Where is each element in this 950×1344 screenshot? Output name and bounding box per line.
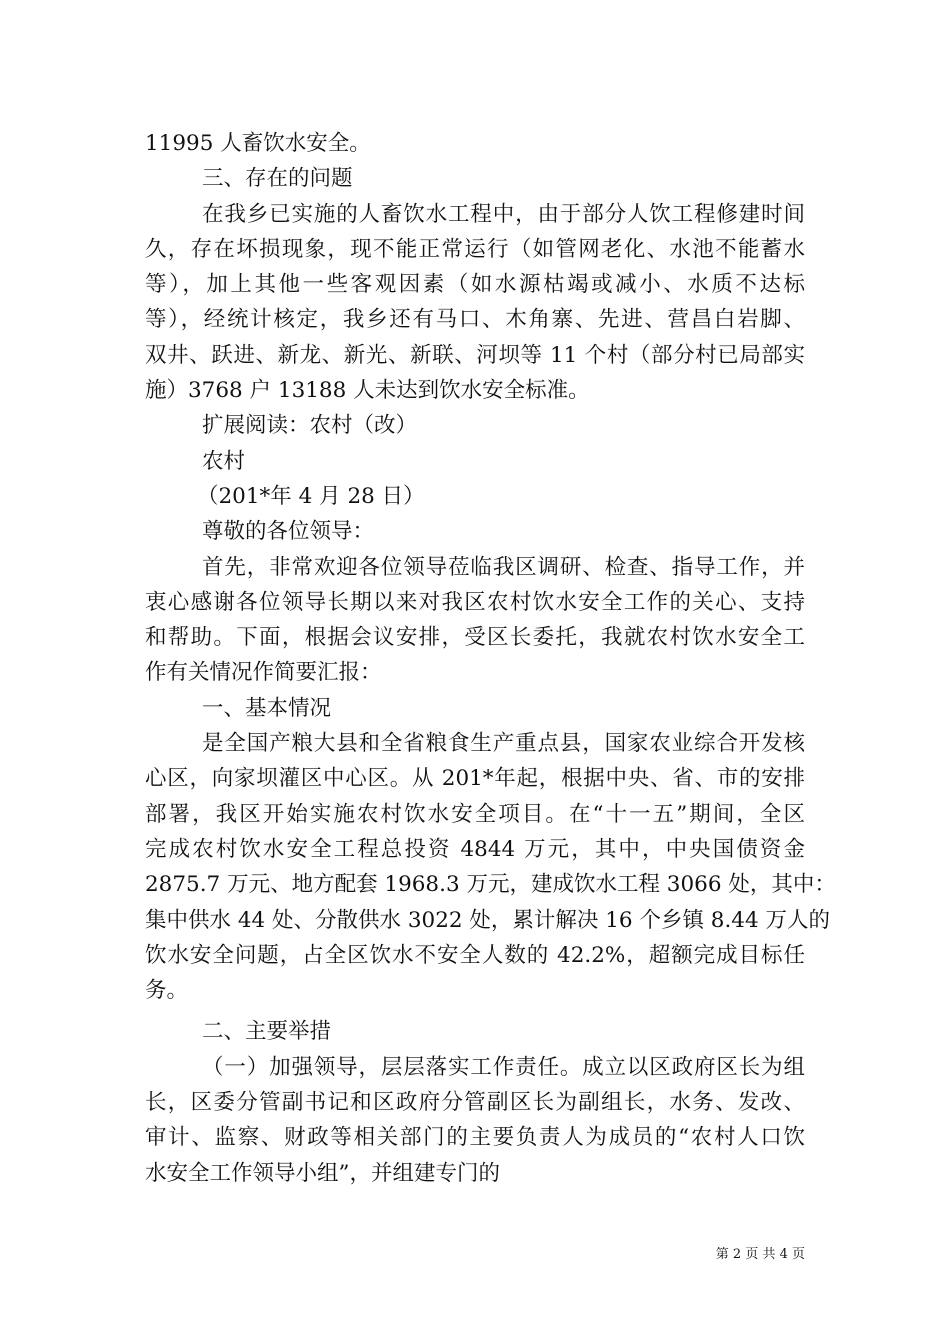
text-line-28: 长，区委分管副书记和区政府分管副区长为副组长，水务、发改、 [145,1090,805,1116]
text-line-21: 完成农村饮水安全工程总投资 4844 万元，其中，中央国债资金 [145,836,805,862]
text-line-8: 施）3768 户 13188 人未达到饮水安全标准。 [145,378,590,404]
section-heading-problems: 三、存在的问题 [202,166,353,192]
text-line-4: 久，存在坏损现象，现不能正常运行（如管网老化、水池不能蓄水 [145,236,805,262]
extended-reading-label: 扩展阅读：农村（改） [202,413,418,439]
text-line-13: 首先，非常欢迎各位领导莅临我区调研、检查、指导工作，并 [202,554,805,580]
document-body [145,126,836,1191]
text-line-3: 在我乡已实施的人畜饮水工程中，由于部分人饮工程修建时间 [202,201,805,227]
text-line-27: （一）加强领导，层层落实工作责任。成立以区政府区长为组 [202,1054,805,1080]
text-line-14: 衷心感谢各位领导长期以来对我区农村饮水安全工作的关心、支持 [145,589,805,615]
text-line-15: 和帮助。下面，根据会议安排，受区长委托，我就农村饮水安全工 [145,625,805,651]
text-line-22: 2875.7 万元、地方配套 1968.3 万元，建成饮水工程 3066 处，其中： [145,872,836,898]
text-line-19: 心区，向家坝灌区中心区。从 201*年起，根据中央、省、市的安排 [145,766,805,792]
text-line-18: 是全国产粮大县和全省粮食生产重点县，国家农业综合开发核 [202,731,805,757]
text-line-1: 11995 人畜饮水安全。 [145,131,371,156]
text-line-30: 水安全工作领导小组”，并组建专门的 [145,1160,500,1186]
section-heading-measures: 二、主要举措 [202,1019,332,1045]
text-line-20: 部署，我区开始实施农村饮水安全项目。在“十一五”期间，全区 [145,801,805,827]
date-line: （201*年 4 月 28 日） [197,483,425,509]
text-line-23: 集中供水 44 处、分散供水 3022 处，累计解决 16 个乡镇 8.44 万人的 [145,907,830,933]
section-heading-basic: 一、基本情况 [202,695,332,721]
text-line-7: 双井、跃进、新龙、新光、新联、河坝等 11 个村（部分村已局部实 [145,342,805,368]
sub-title: 农村 [202,448,246,474]
text-line-29: 审计、监察、财政等相关部门的主要负责人为成员的“农村人口饮 [145,1125,805,1151]
text-line-6: 等），经统计核定，我乡还有马口、木角寨、先进、营昌白岩脚、 [145,307,805,333]
salutation: 尊敬的各位领导： [202,519,375,545]
text-line-16: 作有关情况作简要汇报： [145,660,382,686]
text-line-24: 饮水安全问题，占全区饮水不安全人数的 42.2%，超额完成目标任 [145,942,805,968]
text-line-5: 等），加上其他一些客观因素（如水源枯竭或减小、水质不达标 [145,272,805,298]
text-line-25: 务。 [145,978,189,1004]
page-number: 第 2 页 共 4 页 [715,1247,805,1262]
